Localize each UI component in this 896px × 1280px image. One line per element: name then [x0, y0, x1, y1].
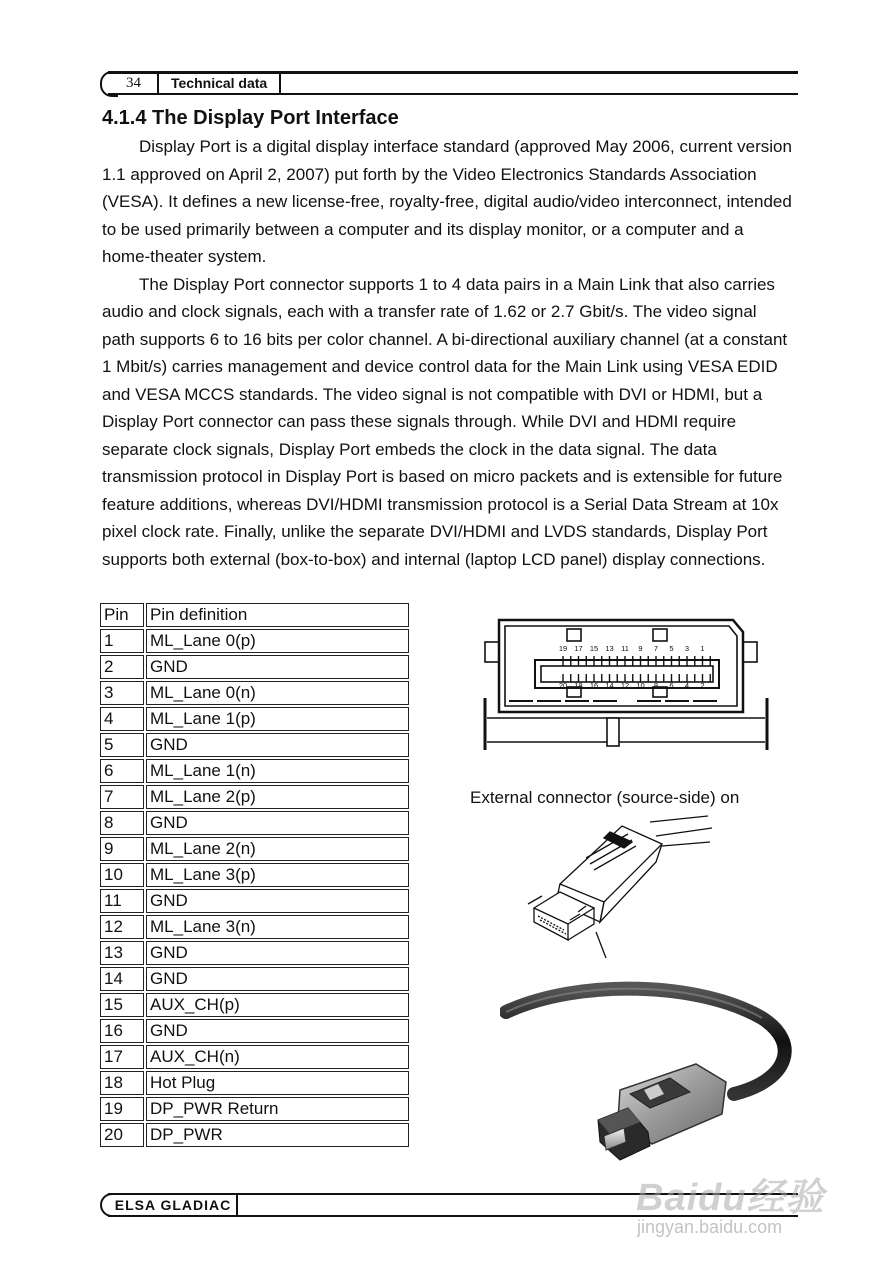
- table-row: [100, 837, 409, 861]
- table-row: [100, 1097, 409, 1121]
- paragraph-2: The Display Port connector supports 1 to 4 data pairs in a Main Link that also carries audio and clock signals, each with a transfer rate of 1.62 or 2.7 Gbit/s. The video signal path supports 6 to 16 bits per color channel. A bi-directional auxiliary channel (at a constant 1 Mbit/s) carries management and device control data for the Main Link using VESA EDID and VESA MCCS standards. The video signal is not compatible with DVI or HDMI, but a Display Port connector can pass these signals through. While DVI and HDMI require separate clock signals, Display Port embeds the clock in the data signal. The data transmission protocol in Display Port is based on micro packets and is extensible for future feature additions, whereas DVI/HDMI transmission protocol is a Serial Data Stream at 10x pixel clock rate. Finally, unlike the separate DVI/HDMI and LVDS standards, Display Port supports both external (box-to-box) and internal (laptop LCD panel) display connections.: [102, 274, 788, 569]
- table-row: [100, 681, 409, 705]
- pin-label: 3: [684, 644, 690, 653]
- pin-definition-cell: GND: [146, 889, 409, 913]
- pin-number-cell: 5: [100, 733, 144, 757]
- pin-label: 20: [558, 681, 568, 690]
- table-row: [100, 707, 409, 731]
- table-row: [100, 759, 409, 783]
- pin-number-cell: 17: [100, 1045, 144, 1069]
- pin-number-cell: 9: [100, 837, 144, 861]
- pin-definition-cell: AUX_CH(p): [146, 993, 409, 1017]
- pin-number-cell: 11: [100, 889, 144, 913]
- page-header: [100, 71, 798, 95]
- pin-label: 12: [620, 681, 630, 690]
- footer-brand: ELSA GLADIAC: [110, 1195, 238, 1215]
- table-row: [100, 1123, 409, 1147]
- pin-label: 11: [621, 644, 629, 653]
- table-row: [100, 733, 409, 757]
- baidu-watermark-logo: Baidu经验: [636, 1177, 825, 1219]
- pin-number-cell: 13: [100, 941, 144, 965]
- table-row: [100, 811, 409, 835]
- section-label: Technical data: [157, 74, 281, 93]
- pin-definition-cell: Hot Plug: [146, 1071, 409, 1095]
- cable-photo: [500, 972, 800, 1172]
- pin-number-cell: 6: [100, 759, 144, 783]
- table-row: [100, 915, 409, 939]
- pin-table-header: [100, 603, 409, 627]
- table-row: [100, 1019, 409, 1043]
- pin-number-cell: 3: [100, 681, 144, 705]
- pin-definition-cell: ML_Lane 2(p): [146, 785, 409, 809]
- pin-label: 8: [653, 681, 659, 690]
- pin-label: 15: [589, 644, 599, 653]
- pin-number-cell: 20: [100, 1123, 144, 1147]
- pin-number-cell: 12: [100, 915, 144, 939]
- pin-number-cell: 1: [100, 629, 144, 653]
- pin-label: 17: [574, 644, 583, 653]
- pin-number-cell: 16: [100, 1019, 144, 1043]
- pin-label: 2: [700, 681, 705, 690]
- table-row: [100, 785, 409, 809]
- table-row: [100, 863, 409, 887]
- pin-definition-cell: GND: [146, 655, 409, 679]
- pin-definition-cell: GND: [146, 811, 409, 835]
- pin-definition-cell: ML_Lane 0(n): [146, 681, 409, 705]
- table-row: [100, 993, 409, 1017]
- pin-definition-cell: GND: [146, 941, 409, 965]
- table-row: [100, 629, 409, 653]
- pin-number-cell: 10: [100, 863, 144, 887]
- pin-definition-cell: ML_Lane 3(p): [146, 863, 409, 887]
- pin-definition-header-cell: Pin definition: [146, 603, 409, 627]
- pin-label: 18: [574, 681, 583, 690]
- pin-label: 9: [638, 644, 643, 653]
- pin-label: 6: [669, 681, 674, 690]
- page-number: 34: [126, 75, 141, 91]
- table-row: [100, 1071, 409, 1095]
- body-text: [102, 133, 792, 573]
- pin-definition-cell: ML_Lane 2(n): [146, 837, 409, 861]
- pin-number-cell: 4: [100, 707, 144, 731]
- pin-table: [98, 601, 411, 1149]
- pin-definition-cell: DP_PWR: [146, 1123, 409, 1147]
- pin-number-cell: 8: [100, 811, 144, 835]
- figure-caption: External connector (source-side) on: [470, 788, 740, 807]
- pin-definition-cell: ML_Lane 3(n): [146, 915, 409, 939]
- pin-definition-cell: AUX_CH(n): [146, 1045, 409, 1069]
- pin-label: 1: [700, 644, 705, 653]
- pin-number-cell: 2: [100, 655, 144, 679]
- table-row: [100, 1045, 409, 1069]
- header-rule-bottom: [108, 93, 798, 95]
- pin-label: 4: [684, 681, 690, 690]
- pin-definition-cell: ML_Lane 1(n): [146, 759, 409, 783]
- pin-label: 16: [589, 681, 599, 690]
- paragraph-1: Display Port is a digital display interface standard (approved May 2006, current version 1.1 approved on April 2, 2007) put forth by the Video Electronics Standards Association (VESA). It defines a new license-free, royalty-free, digital audio/video interconnect, intended to be used primarily between a computer and its display monitor, or a computer and a home-theater system.: [102, 137, 792, 266]
- pin-label: 14: [605, 681, 614, 690]
- pin-label: 10: [636, 681, 645, 690]
- pin-label: 5: [669, 644, 674, 653]
- pin-definition-cell: GND: [146, 967, 409, 991]
- pin-definition-cell: ML_Lane 1(p): [146, 707, 409, 731]
- pin-header-cell: Pin: [100, 603, 144, 627]
- section-title: 4.1.4 The Display Port Interface: [102, 107, 399, 129]
- table-row: [100, 889, 409, 913]
- pin-definition-cell: GND: [146, 1019, 409, 1043]
- connector-pinout-diagram: [475, 600, 775, 752]
- table-row: [100, 967, 409, 991]
- pin-definition-cell: DP_PWR Return: [146, 1097, 409, 1121]
- pin-label: 13: [605, 644, 614, 653]
- pin-label: 19: [558, 644, 568, 653]
- pin-label: 7: [653, 644, 659, 653]
- pin-definition-cell: ML_Lane 0(p): [146, 629, 409, 653]
- pin-number-cell: 18: [100, 1071, 144, 1095]
- baidu-watermark-url: jingyan.baidu.com: [637, 1217, 783, 1237]
- pin-number-cell: 15: [100, 993, 144, 1017]
- table-row: [100, 941, 409, 965]
- connector-line-drawing: [520, 812, 720, 962]
- pin-definition-cell: GND: [146, 733, 409, 757]
- table-row: [100, 655, 409, 679]
- pin-number-cell: 7: [100, 785, 144, 809]
- pin-number-cell: 19: [100, 1097, 144, 1121]
- pin-number-cell: 14: [100, 967, 144, 991]
